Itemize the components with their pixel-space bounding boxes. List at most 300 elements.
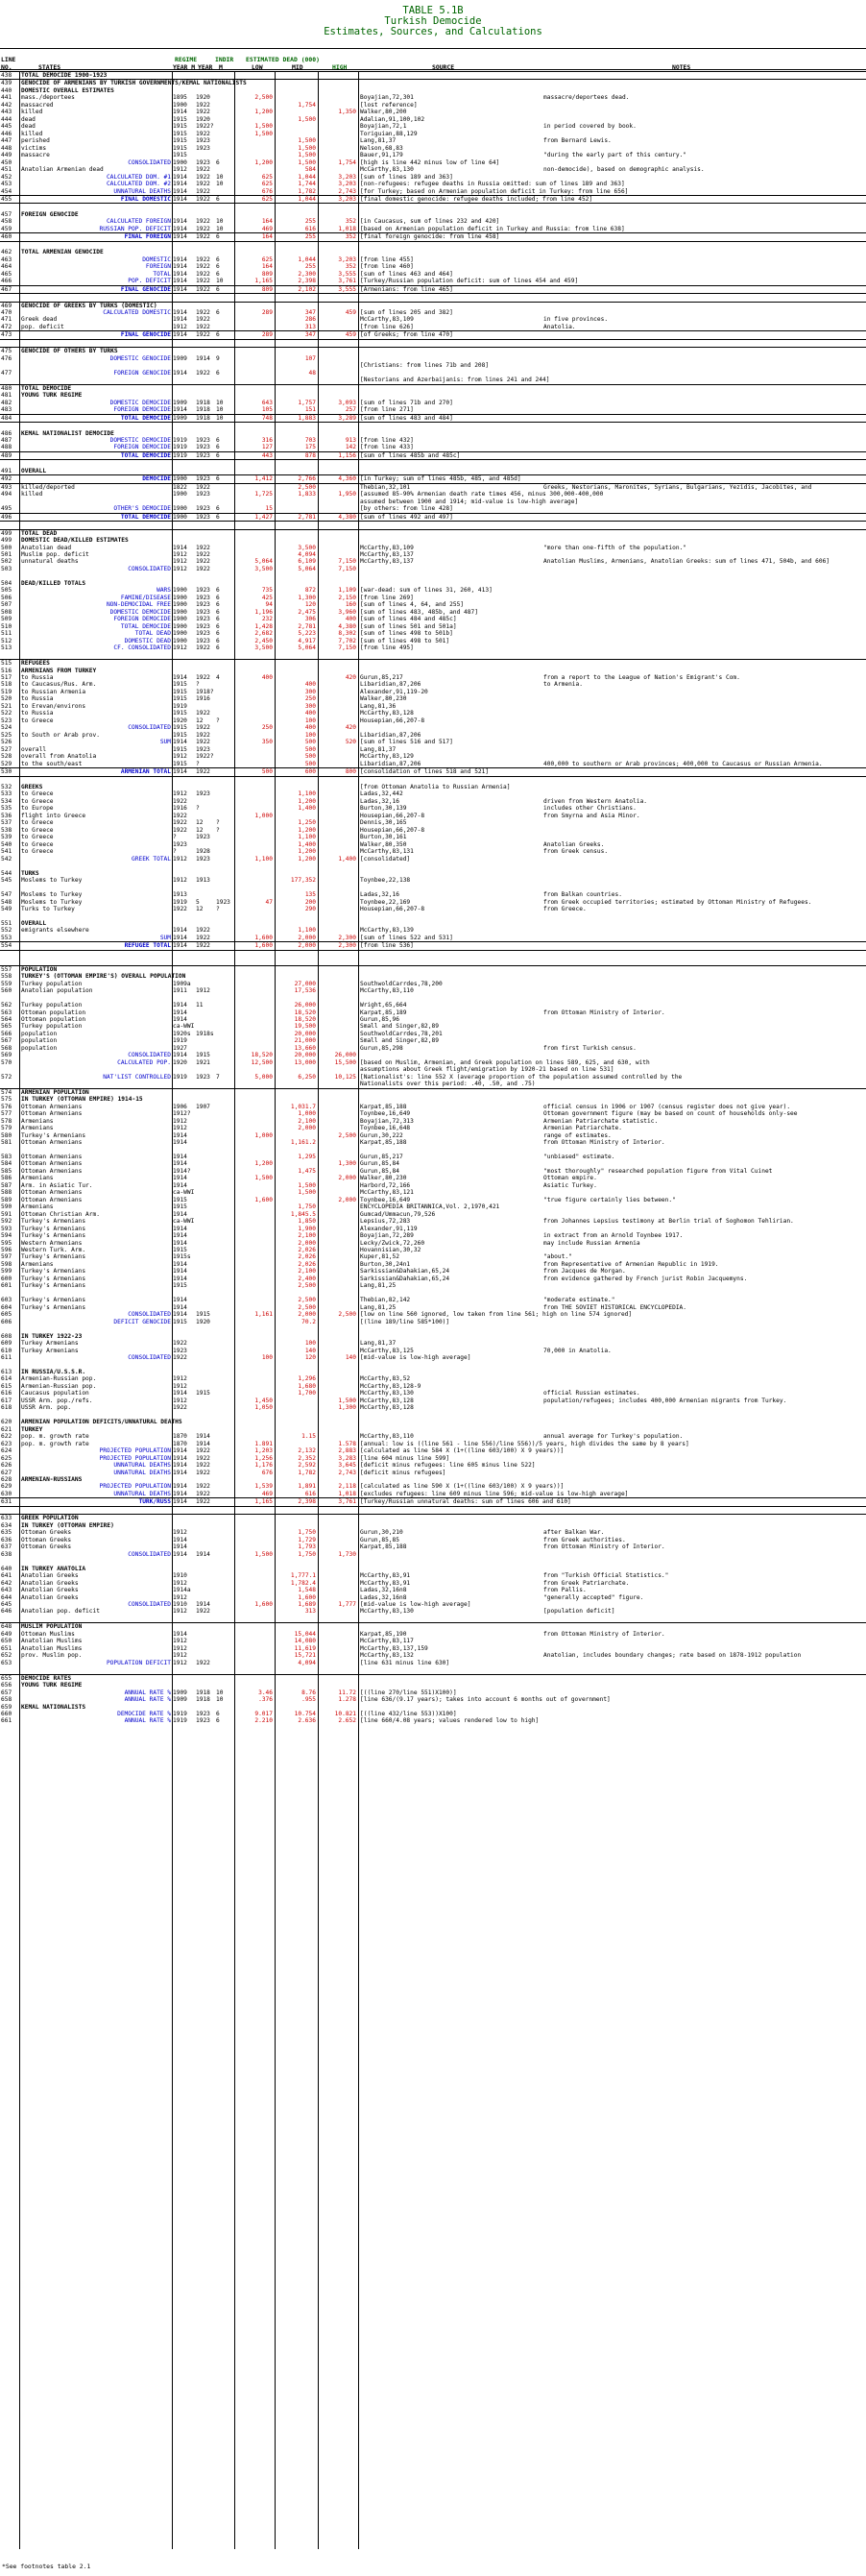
notes: Anatolian Muslims, Armenians, Anatolian Greeks: sum of lines 471, 504b, and 606] [543,558,830,566]
source: McCarthy,83,129 [360,753,414,761]
source: [deficit minus refugees: line 605 minus line 522] [360,1462,536,1470]
high-value: 800 [345,768,356,776]
line-number: 580 [1,1131,12,1139]
mid-value: 2,400 [298,1275,316,1282]
line-number: 622 [1,1433,12,1441]
year-start: 1895 [173,94,187,102]
state-name: Ottoman Armenians [21,1153,83,1160]
low-value: 809 [261,285,273,293]
year-end: 1923 [196,451,210,459]
months: 6 [216,195,220,203]
months: ? [216,826,220,834]
year-start: 1914 [173,739,187,746]
high-value: 3,645 [338,1462,356,1470]
source: Gurun,85,84 [360,1160,399,1168]
low-value: 643 [261,399,273,406]
source: Boyajian,72,289 [360,1232,414,1240]
subsection-row [0,430,866,437]
notes: massacre/deportees dead. [543,94,630,102]
months: 6 [216,1717,220,1725]
year-start: 1922 [173,905,187,912]
table-row [0,1118,866,1125]
line-number: 452 [1,173,12,181]
line-number: 618 [1,1404,12,1412]
header-estimated-dead: ESTIMATED DEAD (000) [246,56,320,63]
line-number: 616 [1,1390,12,1397]
state-name: to Russia [21,695,54,703]
low-value: 1,100 [254,855,273,863]
state-name: DOMESTIC DEAD/KILLED ESTIMATES [21,537,129,545]
source: McCarthy,83,130 [360,166,414,174]
state-name: GREEK TOTAL [132,855,171,863]
year-start: 1910 [173,1572,187,1580]
table-row [0,131,866,137]
line-number: 613 [1,1368,12,1375]
high-value: 2,743 [338,1469,356,1476]
high-value: 1,730 [338,1550,356,1558]
year-end: 1922 [196,263,210,271]
source: [from line 536] [360,942,414,950]
mid-value: 1,729 [298,1536,316,1543]
low-value: 1,161 [254,1311,273,1319]
low-value: 3,500 [254,644,273,652]
line-number: 500 [1,544,12,551]
year-start: 1912 [173,1644,187,1652]
state-name: ARMENIAN POPULATION DEFICITS/UNNATURAL DEATHS [21,1419,182,1426]
low-value: 3,500 [254,565,273,572]
line-number: 635 [1,1529,12,1537]
state-name: ARMENIAN TOTAL [120,768,171,776]
mid-value: 286 [304,316,316,324]
high-value: 459 [345,331,356,339]
year-start: 1922 [173,1354,187,1362]
high-value: 15,500 [334,1058,356,1066]
source: [Christians: from lines 71b and 208] [360,362,490,370]
mid-value: 1,044 [298,255,316,263]
source: Gurun,85,96 [360,1016,399,1023]
year-end: 1923 [196,616,210,623]
state-name: TURKS [21,869,39,877]
notes: annual average for Turkey's population. [543,1433,684,1441]
line-number: 530 [1,768,12,776]
high-value: 10,125 [334,1073,356,1081]
line-number: 609 [1,1340,12,1348]
year-start: 1914 [173,1498,187,1506]
source: Toynbee,16,649 [360,1196,411,1203]
source: [assumed 85-90% Armenian death rate times 456, minus 300,000-400,000 [360,491,604,498]
mid-value: 2,026 [298,1247,316,1253]
source: Toynbee,22,138 [360,877,411,885]
state-name: OVERALL [21,467,47,474]
year-end: 1923 [196,1073,210,1081]
subsection-row [0,668,866,674]
mid-value: 2,026 [298,1253,316,1261]
high-value: 1,777 [338,1600,356,1608]
mid-value: 500 [304,739,316,746]
year-end: 1922 [196,1490,210,1497]
source: [from line 455] [360,255,414,263]
year-end: 1922 [196,644,210,652]
source: Boyajian,72,1 [360,123,407,131]
year-start: 1909 [173,399,187,406]
year-start: ca-WWI [173,1189,195,1197]
year-end: 1923 [196,505,210,513]
line-number: 633 [1,1515,12,1522]
mid-value: 1,500 [298,115,316,123]
calculated-row [0,263,866,270]
source: Lang,81,36 [360,702,397,710]
year-end: 1922 [196,1469,210,1476]
state-name: to Russia [21,673,54,681]
header-high: HIGH [332,63,348,71]
source: Burton,30,161 [360,834,407,841]
notes: from evidence gathered by French jurist Robin Jacquemyns. [543,1275,748,1282]
line-number: 511 [1,630,12,638]
months: ? [216,819,220,827]
header-bottom-rule [0,69,866,70]
mid-value: 1,891 [298,1483,316,1491]
year-end: 1923 [196,444,210,451]
notes: from Johannes Lepsius testimony at Berlin trial of Soghomon Tehlirian. [543,1218,794,1226]
low-value: 1,600 [254,934,273,941]
table-row [0,717,866,724]
state-name: CALCULATED DOM. #2 [106,181,171,188]
table-row [0,109,866,115]
months: 1923 [216,898,230,906]
mid-value: 1,500 [298,1189,316,1197]
table-row [0,1390,866,1397]
year-end: 12 [196,717,204,724]
months: 6 [216,233,220,241]
notes: non-democide), based on demographic analysis. [543,166,705,174]
low-value: 625 [261,195,273,203]
state-name: Anatolian population [21,987,93,995]
low-value: .376 [258,1696,273,1704]
table-row [0,906,866,912]
source: Alexander,91,119-20 [360,688,428,695]
state-name: Anatolian dead [21,544,72,551]
year-start: 1914 [173,406,187,414]
low-value: 1,203 [254,1447,273,1455]
low-value: 625 [261,173,273,181]
state-name: to Greece [21,790,54,798]
total-row [0,474,866,483]
year-end: 1922 [196,278,210,285]
mid-value: 1,750 [298,1550,316,1558]
line-number: 527 [1,745,12,753]
mid-value: 400 [304,724,316,732]
table-row [0,1580,866,1587]
table-row [0,1016,866,1023]
months: 6 [216,263,220,271]
state-name: OVERALL [21,919,47,927]
section-row [0,1088,866,1096]
year-start: 1914 [173,1275,187,1282]
low-value: 1.891 [254,1440,273,1447]
source: [consolidated] [360,855,411,863]
line-number: 630 [1,1490,12,1497]
subsection-row [0,1704,866,1711]
footnote: *See footnotes table 2.1 [2,2563,91,2570]
mid-value: 255 [304,218,316,226]
state-name: Ottoman Christian Arm. [21,1210,100,1218]
year-start: 1915 [173,137,187,145]
months: 10 [216,1689,224,1696]
table-row [0,1154,866,1160]
mid-value: 13,660 [294,1044,316,1052]
year-start: 1914 [173,278,187,285]
year-end: 1922 [196,565,210,572]
high-value: 352 [345,218,356,226]
source: [from line 495] [360,644,414,652]
year-start: 1914 [173,187,187,195]
year-start: 1914 [173,173,187,181]
low-value: 1,000 [254,812,273,819]
year-start: 1900 [173,491,187,498]
mid-value: 2,592 [298,1462,316,1470]
line-number: 480 [1,384,12,392]
line-number: 557 [1,965,12,973]
section-row [0,347,866,354]
state-name: GREEK POPULATION [21,1515,79,1522]
notes: "moderate estimate." [543,1297,615,1304]
table-row [0,1616,866,1622]
subsection-row [0,1522,866,1529]
year-end: 1923 [196,436,210,444]
year-start: 1919 [173,1717,187,1725]
calculated-row [0,159,866,166]
notes: from Greek authorities. [543,1536,626,1543]
year-start: 1922 [173,1340,187,1348]
year-start: 1914 [173,316,187,324]
mid-value: 100 [304,1340,316,1348]
year-start: 1914 [173,233,187,241]
state-name: USSR Arm. pop./refs. [21,1397,93,1404]
state-name: perished [21,137,50,145]
year-start: 1915 [173,731,187,739]
year-start: 1914 [173,942,187,950]
source: Burton,30,24n1 [360,1260,411,1268]
state-name: IN TURKEY 1922-23 [21,1332,83,1340]
year-start: 1900 [173,616,187,623]
line-number: 503 [1,565,12,572]
high-value: 4,380 [338,622,356,630]
year-end: 1914 [196,1433,210,1441]
months: 10 [216,225,224,232]
low-value: 47 [265,898,273,906]
line-number: 460 [1,233,12,241]
subsection-row [0,1333,866,1340]
source: [from line 433] [360,444,414,451]
subsection-row [0,784,866,790]
table-row [0,1572,866,1579]
mid-value: 703 [304,436,316,444]
year-end: 1923 [196,745,210,753]
mid-value: 120 [304,601,316,609]
high-value: 2,118 [338,1483,356,1491]
line-number: 470 [1,309,12,316]
year-end: 1922 [196,724,210,732]
year-start: 1927 [173,1044,187,1052]
source: [of Greeks; from line 470] [360,331,453,339]
year-start: 1900 [173,601,187,609]
table-row [0,951,866,958]
year-start: 1910 [173,1600,187,1608]
notes: from Ottoman Ministry of Interior. [543,1009,665,1016]
year-start: 1914 [173,934,187,941]
mid-value: 17,536 [294,987,316,995]
table-row [0,1652,866,1659]
year-start: 1922 [173,812,187,819]
notes: from Pallis. [543,1587,587,1594]
state-name: Western Armenians [21,1239,83,1247]
source: Libaridian,87,206 [360,760,421,767]
line-number: 658 [1,1696,12,1704]
notes: from Ottoman Ministry of Interior. [543,1138,665,1146]
table-row [0,1325,866,1332]
line-number: 562 [1,1002,12,1009]
year-start: 1914? [173,1167,191,1175]
year-end: 1922 [196,130,210,137]
year-start: 1914 [173,181,187,188]
mid-value: 5,064 [298,644,316,652]
mid-value: 1,044 [298,173,316,181]
table-row [0,674,866,681]
header-low: LOW [252,63,263,71]
source: Lang,81,25 [360,1303,397,1311]
table-row [0,572,866,579]
mid-value: 1,295 [298,1153,316,1160]
source: [by others: from line 428] [360,505,453,513]
year-start: 1914 [173,544,187,551]
total-row [0,451,866,460]
line-number: 578 [1,1117,12,1125]
mid-value: 1,500 [298,137,316,145]
table-title [0,6,866,37]
mid-value: 1,777.1 [290,1572,316,1580]
year-start: 1900 [173,513,187,521]
months: 10 [216,1696,224,1704]
source: [from line 460] [360,263,414,271]
line-number: 585 [1,1167,12,1175]
line-number: 623 [1,1440,12,1447]
source: McCarthy,83,137 [360,551,414,558]
state-name: Turkey's Armenians [21,1297,86,1304]
year-end: 1923 [196,622,210,630]
source: [sum of lines 484 and 485c] [360,616,457,623]
year-start: 1912 [173,1375,187,1383]
year-end: 1923 [196,855,210,863]
year-start: 1912 [173,855,187,863]
calculated-row [0,1551,866,1558]
source: McCarthy,83,110 [360,987,414,995]
notes: may include Russian Armenia [543,1239,640,1247]
state-name: Turkey's Armenians [21,1218,86,1226]
low-value: 676 [261,187,273,195]
mid-value: 2,102 [298,285,316,293]
year-start: 1914 [173,1297,187,1304]
source: assumed between 1900 and 1914; mid-value is low-high average] [360,498,579,505]
line-number: 659 [1,1703,12,1711]
line-number: 499 [1,529,12,537]
table-row [0,927,866,934]
high-value: 520 [345,739,356,746]
state-name: flight into Greece [21,812,86,819]
calculated-row [0,444,866,450]
mid-value: 6,250 [298,1073,316,1081]
low-value: 12,500 [251,1058,273,1066]
table-row [0,885,866,891]
year-end: 1922 [196,225,210,232]
line-number: 592 [1,1218,12,1226]
months: 6 [216,309,220,316]
state-name: UNNATURAL DEATHS [113,1490,171,1497]
table-row [0,798,866,805]
high-value: 913 [345,436,356,444]
notes: [population deficit] [543,1608,615,1616]
year-start: 1914 [173,1462,187,1470]
line-number: 591 [1,1210,12,1218]
line-number: 494 [1,491,12,498]
year-start: 1922 [173,826,187,834]
mid-value: 347 [304,309,316,316]
source: Gurun,85,85 [360,1536,399,1543]
line-number: 542 [1,855,12,863]
source: [from line 269] [360,594,414,601]
high-value: 1.578 [338,1440,356,1447]
source: Lepsius,72,283 [360,1218,411,1226]
table-row [0,551,866,558]
high-value: 3,761 [338,1498,356,1506]
high-value: 3,761 [338,278,356,285]
state-name: IN RUSSIA/U.S.S.R. [21,1368,86,1375]
line-number: 462 [1,249,12,256]
calculated-row [0,1711,866,1717]
notes: Ottoman government figure (may be based on count of households only-see [543,1110,798,1118]
source: Gumcad/Ummacun,79,526 [360,1210,436,1218]
table-row [0,987,866,994]
line-number: 482 [1,399,12,406]
mid-value: 1,750 [298,1529,316,1537]
year-start: 1919 [173,1711,187,1717]
mid-value: 2,000 [298,942,316,950]
line-number: 547 [1,891,12,899]
mid-value: 255 [304,263,316,271]
year-end: 1922 [196,331,210,339]
line-number: 636 [1,1536,12,1543]
months: 10 [216,414,224,422]
table-row [0,732,866,739]
line-number: 574 [1,1088,12,1096]
mid-value: 1.15 [301,1433,316,1441]
line-number: 583 [1,1153,12,1160]
mid-value: 500 [304,745,316,753]
state-name: Moslems to Turkey [21,877,83,885]
line-number: 459 [1,225,12,232]
source: Gurun,85,217 [360,1153,403,1160]
source: Ladas,32,16 [360,891,399,899]
source: [line 631 minus line 630] [360,1659,450,1666]
section-row [0,1674,866,1682]
subsection-row [0,1476,866,1483]
table-row [0,1203,866,1210]
high-value: 3,203 [338,195,356,203]
year-start: 1915 [173,123,187,131]
mid-value: 2,398 [298,1498,316,1506]
total-row [0,285,866,294]
mid-value: 1,300 [298,594,316,601]
year-end: 1922 [196,166,210,174]
